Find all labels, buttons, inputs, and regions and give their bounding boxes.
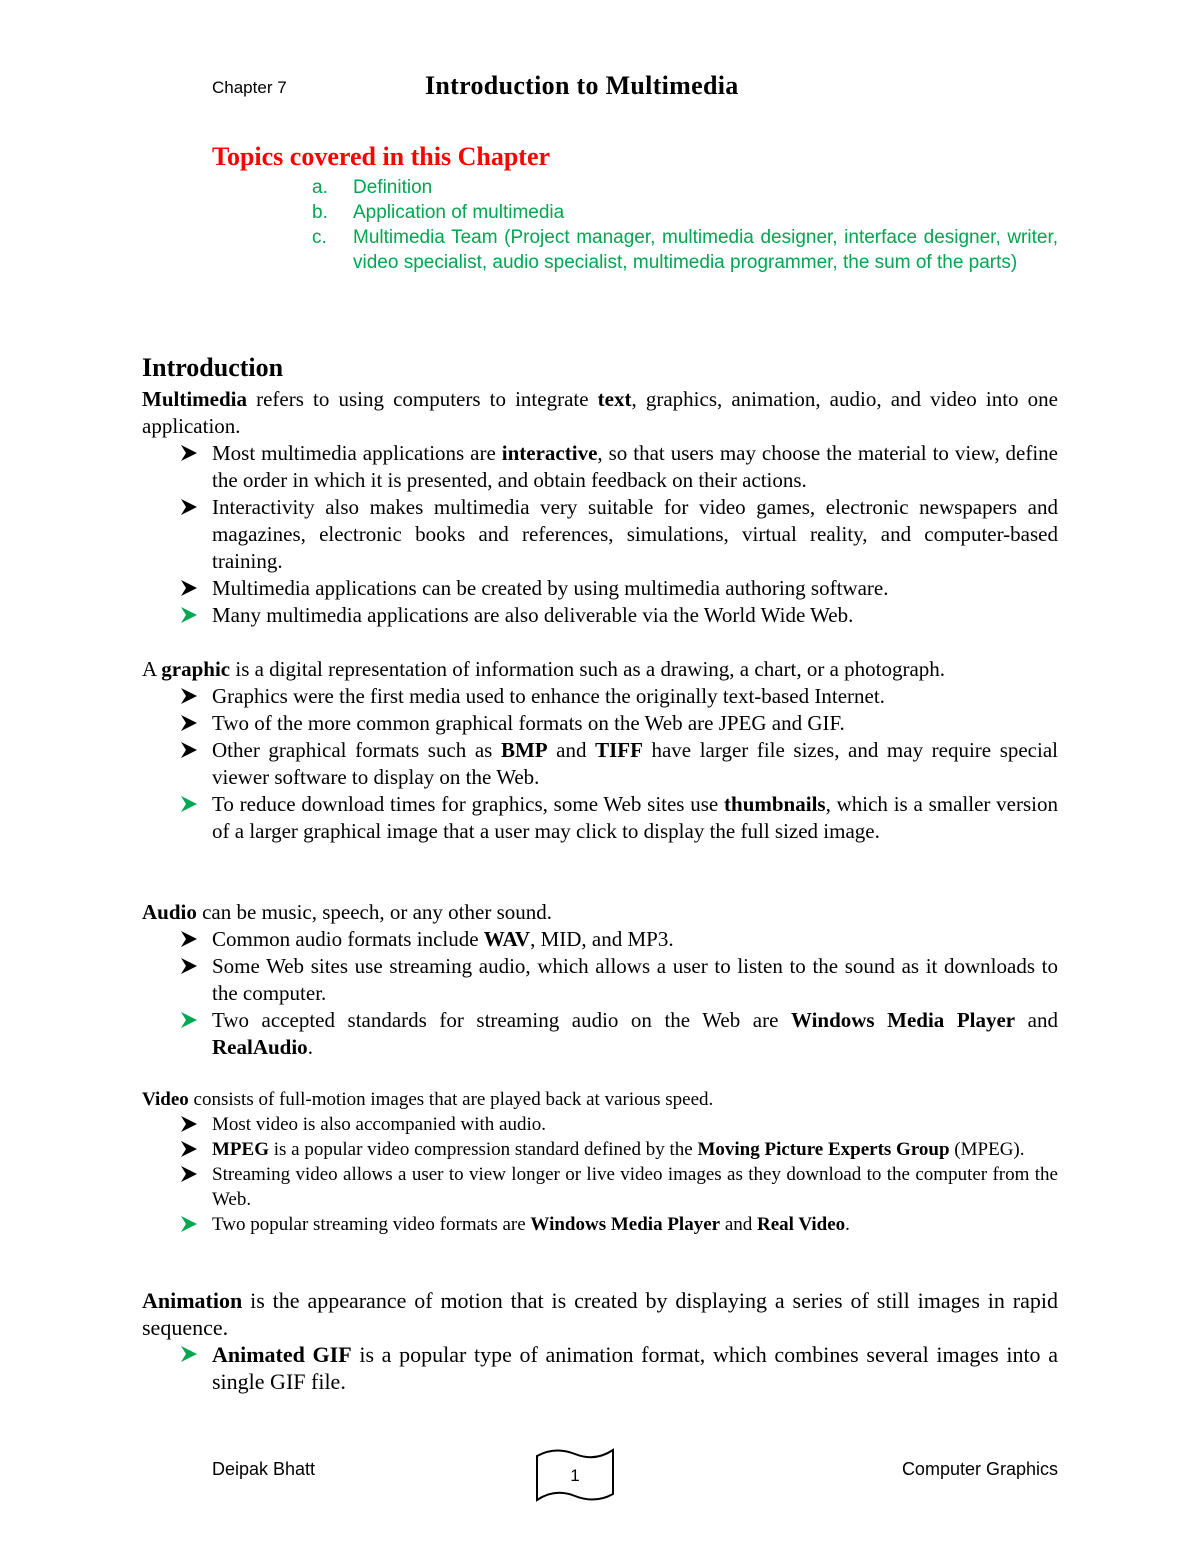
arrow-bullet-icon bbox=[180, 796, 198, 812]
footer-course: Computer Graphics bbox=[901, 1459, 1058, 1479]
topic-item bbox=[312, 200, 1058, 225]
list-item: To reduce download times for graphics, some Web sites use thumbnails, which is a smaller version of a larger graphical image that a user may click to display the full sized image. bbox=[212, 791, 1058, 845]
list-item: Animated GIF is a popular type of animation format, which combines several images into a single GIF file. bbox=[212, 1341, 1058, 1395]
audio-bullets bbox=[142, 926, 1058, 1061]
audio-section bbox=[142, 899, 1058, 1061]
list-item: Two popular streaming video formats are Windows Media Player and Real Video. bbox=[212, 1212, 1058, 1237]
video-section bbox=[142, 1087, 1058, 1237]
audio-definition: Audio can be music, speech, or any other sound. bbox=[142, 900, 553, 924]
topic-text: Definition bbox=[353, 177, 433, 198]
animation-definition: Animation is the appearance of motion that is created by displaying a series of still images in rapid sequence. bbox=[142, 1288, 1058, 1340]
topic-letter: b. bbox=[312, 202, 328, 223]
chapter-title: Introduction to Multimedia bbox=[425, 71, 739, 100]
video-definition: Video consists of full-motion images that are played back at various speed. bbox=[142, 1089, 714, 1110]
list-item: Many multimedia applications are also deliverable via the World Wide Web. bbox=[212, 602, 1058, 629]
topic-text: Application of multimedia bbox=[353, 202, 565, 223]
arrow-bullet-icon bbox=[180, 931, 198, 947]
arrow-bullet-icon bbox=[180, 958, 198, 974]
topic-item bbox=[312, 225, 1058, 275]
arrow-bullet-icon bbox=[180, 1012, 198, 1028]
arrow-bullet-icon bbox=[180, 445, 198, 461]
list-item: Streaming video allows a user to view longer or live video images as they download to the computer from the Web. bbox=[212, 1162, 1058, 1212]
list-item: Most video is also accompanied with audio. bbox=[212, 1112, 1058, 1137]
list-item: MPEG is a popular video compression standard defined by the Moving Picture Experts Group (MPEG). bbox=[212, 1137, 1058, 1162]
topic-text: Multimedia Team (Project manager, multimedia designer, interface designer, writer, video specialist, audio specialist, multimedia programmer, the sum of the parts) bbox=[353, 227, 1058, 273]
arrow-bullet-icon bbox=[180, 1166, 198, 1182]
list-item: Two accepted standards for streaming audio on the Web are Windows Media Player and RealAudio. bbox=[212, 1007, 1058, 1061]
arrow-bullet-icon bbox=[180, 1116, 198, 1132]
arrow-bullet-icon bbox=[180, 715, 198, 731]
graphic-bullets bbox=[142, 683, 1058, 845]
topic-letter: a. bbox=[312, 177, 328, 198]
arrow-bullet-icon bbox=[180, 1346, 198, 1362]
arrow-bullet-icon bbox=[180, 1141, 198, 1157]
chapter-label: Chapter 7 bbox=[212, 78, 287, 97]
topic-item bbox=[312, 175, 1058, 200]
arrow-bullet-icon bbox=[180, 607, 198, 623]
graphic-section bbox=[142, 656, 1058, 845]
video-bullets bbox=[142, 1112, 1058, 1237]
list-item: Two of the more common graphical formats on the Web are JPEG and GIF. bbox=[212, 710, 1058, 737]
animation-section bbox=[142, 1287, 1058, 1395]
page-number: 1 bbox=[570, 1466, 580, 1485]
list-item: Some Web sites use streaming audio, which allows a user to listen to the sound as it downloads to the computer. bbox=[212, 953, 1058, 1007]
topics-list bbox=[312, 175, 1058, 275]
list-item: Interactivity also makes multimedia very suitable for video games, electronic newspapers and magazines, electronic books and references, simulations, virtual reality, and computer-based training. bbox=[212, 494, 1058, 575]
arrow-bullet-icon bbox=[180, 688, 198, 704]
topics-heading: Topics covered in this Chapter bbox=[212, 142, 551, 171]
list-item: Multimedia applications can be created by using multimedia authoring software. bbox=[212, 575, 1058, 602]
introduction-section bbox=[142, 386, 1058, 629]
graphic-definition: A graphic is a digital representation of information such as a drawing, a chart, or a photograph. bbox=[142, 657, 946, 681]
list-item: Common audio formats include WAV, MID, and MP3. bbox=[212, 926, 1058, 953]
multimedia-definition: Multimedia refers to using computers to integrate text, graphics, animation, audio, and video into one application. bbox=[142, 387, 1058, 438]
introduction-heading: Introduction bbox=[142, 353, 284, 382]
arrow-bullet-icon bbox=[180, 1216, 198, 1232]
animation-bullets bbox=[142, 1341, 1058, 1395]
arrow-bullet-icon bbox=[180, 742, 198, 758]
arrow-bullet-icon bbox=[180, 580, 198, 596]
list-item: Graphics were the first media used to enhance the originally text-based Internet. bbox=[212, 683, 1058, 710]
introduction-bullets bbox=[142, 440, 1058, 629]
list-item: Most multimedia applications are interactive, so that users may choose the material to view, define the order in which it is presented, and obtain feedback on their actions. bbox=[212, 440, 1058, 494]
topic-letter: c. bbox=[312, 227, 327, 248]
list-item: Other graphical formats such as BMP and TIFF have larger file sizes, and may require special viewer software to display on the Web. bbox=[212, 737, 1058, 791]
arrow-bullet-icon bbox=[180, 499, 198, 515]
footer-author: Deipak Bhatt bbox=[212, 1459, 316, 1479]
